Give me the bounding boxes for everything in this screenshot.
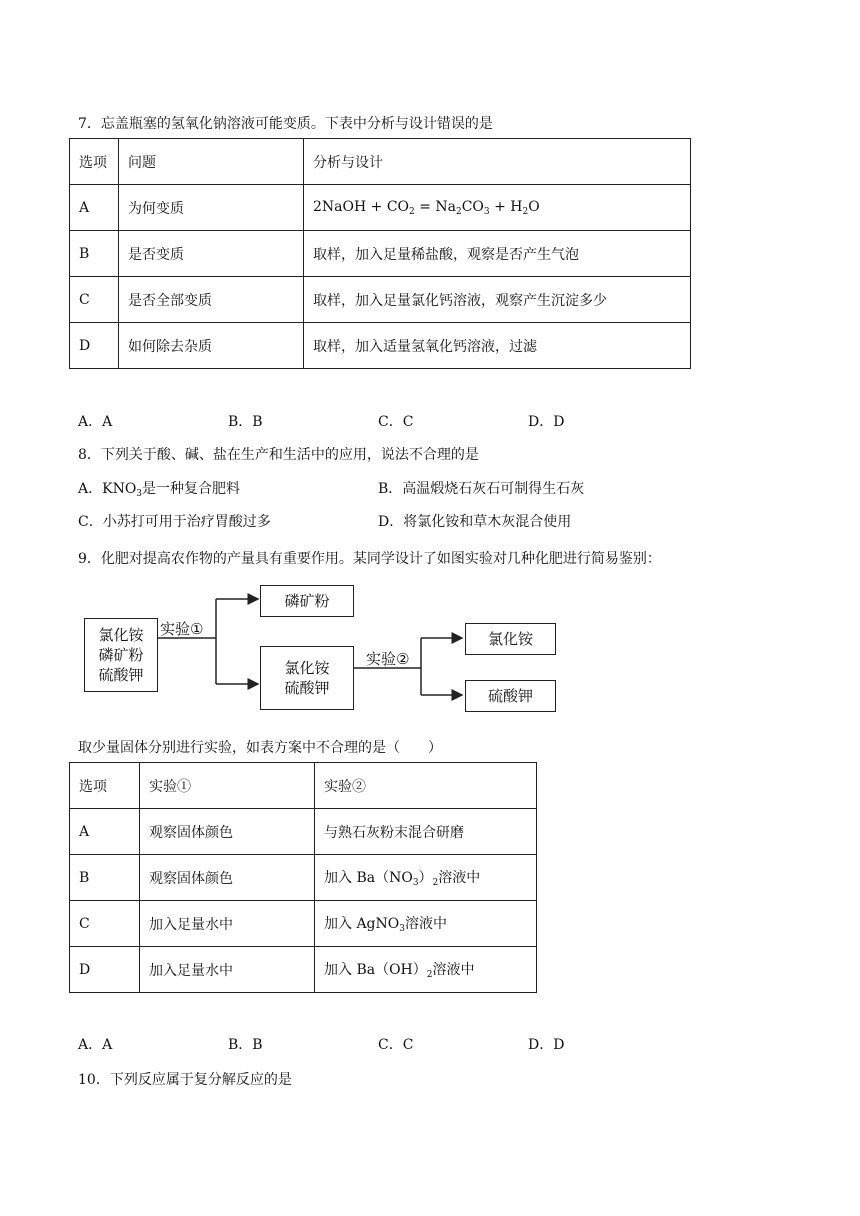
table-row [70,947,537,993]
experiment-1-label: 实验① [160,620,204,638]
table-cell-analysis: 取样，加入足量氯化钙溶液，观察产生沉淀多少 [304,277,691,323]
q9-choice-b: B．B [228,1037,263,1053]
q7-stem: 7．忘盖瓶塞的氢氧化钠溶液可能变质。下表中分析与设计错误的是 [78,116,493,132]
table-header-cell: 选项 [70,139,119,185]
table-cell-question: 是否全部变质 [119,277,304,323]
table-cell-experiment-1: 观察固体颜色 [140,855,315,901]
q9-intro: 取少量固体分别进行实验，如表方案中不合理的是（ ） [78,740,442,756]
table-cell-experiment-2: 加入 $Ba(NO_3)_2$溶液中 [315,855,537,901]
fertilizer-label: 氯化铵 [98,625,144,644]
q8-choice-d: D．将氯化铵和草木灰混合使用 [378,514,572,530]
table-header-cell: 实验② [315,763,537,809]
table-row [70,277,691,323]
table-header-row [70,139,691,185]
table-header-cell: 实验① [140,763,315,809]
table-cell-option: D [70,323,119,369]
q7-choice-a: A．A [78,414,113,430]
table-row [70,323,691,369]
experiment-2-label: 实验② [366,650,410,668]
table-cell-experiment-2: 加入 AgNO$_3$溶液中 [315,901,537,947]
table-cell-experiment-2: 与熟石灰粉末混合研磨 [315,809,537,855]
table-cell-analysis [304,185,691,231]
table-cell-question: 为何变质 [119,185,304,231]
table-cell-experiment-2: 加入 $Ba(OH)_2$溶液中 [315,947,537,993]
table-cell-option: C [70,277,119,323]
q7-choice-b: B．B [228,414,263,430]
table-header-cell: 分析与设计 [304,139,691,185]
table-row [70,231,691,277]
table-cell-experiment-1: 观察固体颜色 [140,809,315,855]
diagram-start-box [84,618,158,692]
fertilizer-label: 硫酸钾 [284,679,330,697]
q9-choice-c: C．C [378,1037,414,1053]
diagram-output-box-2 [465,680,556,712]
table-cell-analysis: 取样，加入适量氢氧化钙溶液，过滤 [304,323,691,369]
q9-choice-a: A．A [78,1037,113,1053]
fertilizer-label: 硫酸钾 [487,686,533,705]
q10-stem: 10．下列反应属于复分解反应的是 [78,1072,292,1088]
chemical-equation: 2NaOH + $CO_2 = Na_2CO_3 + H_2O$ [313,198,540,217]
table-cell-option: A [70,809,140,855]
table-cell-experiment-1: 加入足量水中 [140,947,315,993]
diagram-phosphate-box [260,585,354,617]
table-row [70,855,537,901]
q7-choice-d: D．D [528,414,565,430]
q9-stem: 9．化肥对提高农作物的产量具有重要作用。某同学设计了如图实验对几种化肥进行简易鉴别： [78,551,661,567]
table-header-cell: 问题 [119,139,304,185]
fertilizer-label: 硫酸钾 [98,666,144,685]
q8-choice-b: B．高温煅烧石灰石可制得生石灰 [378,481,585,497]
table-row [70,185,691,231]
q8-choice-c: C．小苏打可用于治疗胃酸过多 [78,514,271,530]
fertilizer-label: 磷矿粉 [98,645,144,664]
table-cell-option: B [70,231,119,277]
table-header-row [70,763,537,809]
table-cell-option: B [70,855,140,901]
diagram-output-box-1 [465,623,556,655]
table-cell-question: 是否变质 [119,231,304,277]
table-cell-option: D [70,947,140,993]
q7-choice-c: C．C [378,414,414,430]
q8-choice-a: A．$KNO_3$是一种复合肥料 [78,481,241,499]
table-header-cell: 选项 [70,763,140,809]
diagram-middle-box [260,646,354,710]
q7-table [69,138,691,369]
table-cell-option: C [70,901,140,947]
table-cell-analysis: 取样，加入足量稀盐酸，观察是否产生气泡 [304,231,691,277]
fertilizer-label: 氯化铵 [284,658,330,677]
fertilizer-label: 氯化铵 [487,629,533,648]
table-cell-question: 如何除去杂质 [119,323,304,369]
q9-choice-d: D．D [528,1037,565,1053]
table-cell-experiment-1: 加入足量水中 [140,901,315,947]
table-cell-option: A [70,185,119,231]
q9-table [69,762,537,993]
identification-flow-diagram [84,582,564,722]
table-row [70,901,537,947]
table-row [70,809,537,855]
q8-stem: 8．下列关于酸、碱、盐在生产和生活中的应用，说法不合理的是 [78,447,479,463]
fertilizer-label: 磷矿粉 [284,591,330,610]
